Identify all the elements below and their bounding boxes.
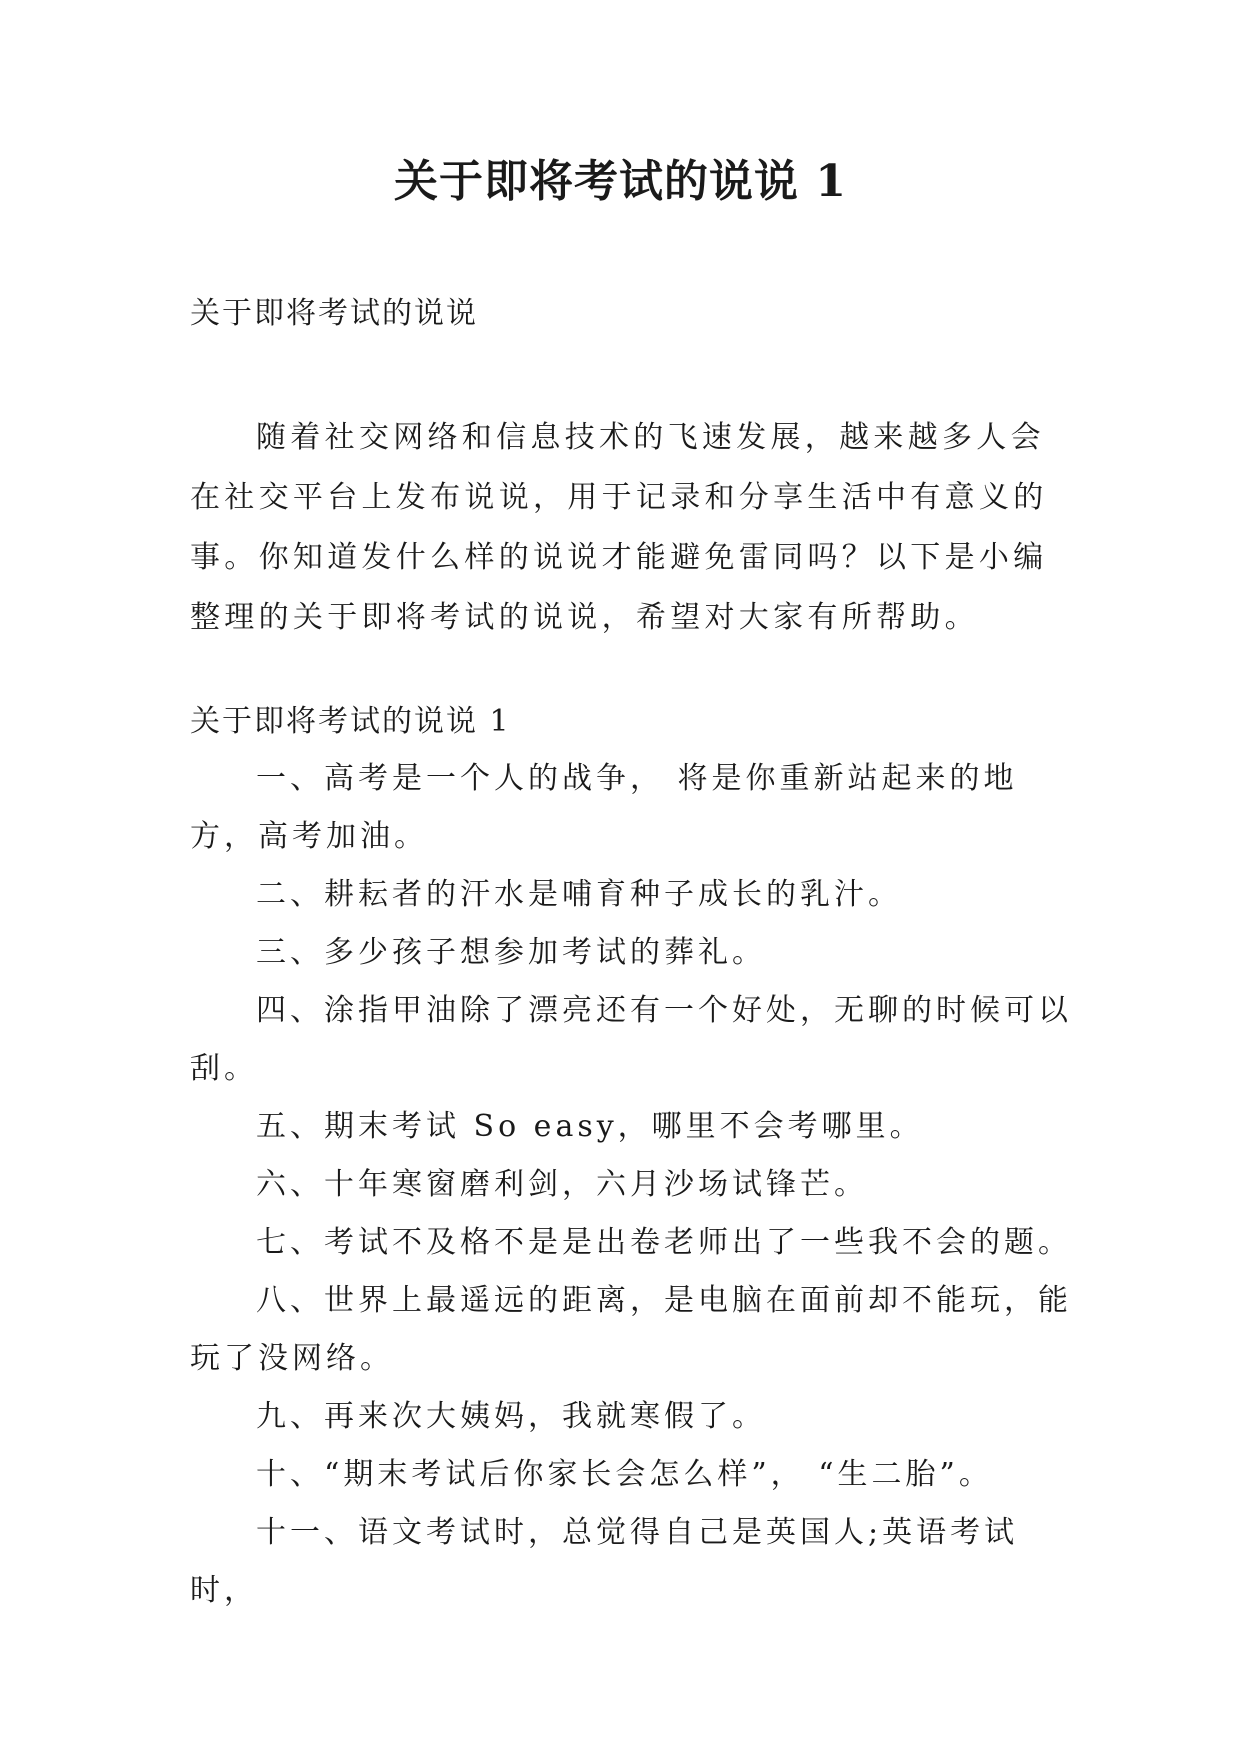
document-subtitle: 关于即将考试的说说: [190, 296, 478, 331]
intro-paragraph: 随着社交网络和信息技术的飞速发展，越来越多人会在社交平台上发布说说，用于记录和分享生活中有意义的事。你知道发什么样的说说才能避免雷同吗？以下是小编整理的关于即将考试的说说，希望对大家有所帮助。: [190, 420, 1048, 635]
list-item: 八、世界上最遥远的距离，是电脑在面前却不能玩，能玩了没网络。: [190, 1283, 1072, 1376]
list-item: 二、耕耘者的汗水是哺育种子成长的乳汁。: [256, 877, 902, 912]
quote-list: [190, 750, 1075, 1620]
list-item: 九、再来次大姨妈，我就寒假了。: [256, 1399, 766, 1434]
list-item: 七、考试不及格不是是出卷老师出了一些我不会的题。: [256, 1225, 1072, 1260]
document-title: 关于即将考试的说说 1: [394, 156, 847, 207]
list-item: 十一、语文考试时，总觉得自己是英国人;英语考试时，: [190, 1515, 1019, 1608]
list-item: 四、涂指甲油除了漂亮还有一个好处，无聊的时候可以刮。: [190, 993, 1072, 1086]
list-item: 六、十年寒窗磨利剑，六月沙场试锋芒。: [256, 1167, 868, 1202]
list-item: 十、“期末考试后你家长会怎么样”， “生二胎”。: [256, 1457, 993, 1492]
list-item: 一、高考是一个人的战争， 将是你重新站起来的地方，高考加油。: [190, 761, 1018, 854]
list-item: 五、期末考试 So easy，哪里不会考哪里。: [256, 1109, 924, 1144]
list-item: 三、多少孩子想参加考试的葬礼。: [256, 935, 766, 970]
section-heading: 关于即将考试的说说 1: [190, 704, 511, 739]
